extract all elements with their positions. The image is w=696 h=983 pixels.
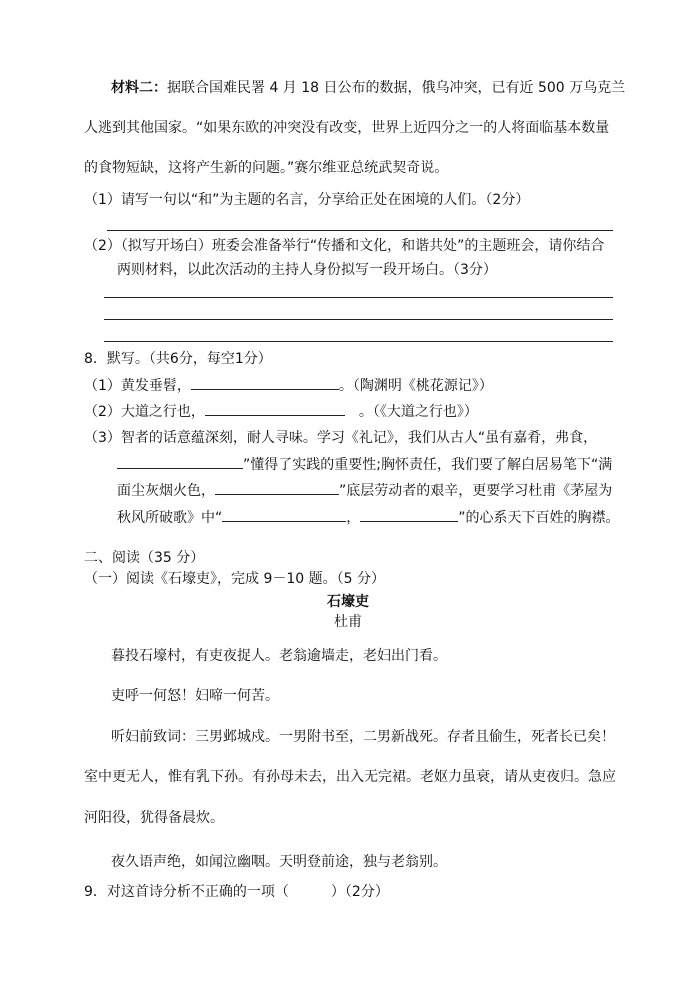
question-8-item1 (84, 375, 493, 396)
q8-item2-suffix: 。（《大道之行也》） (358, 404, 478, 420)
poem-paragraph-2: 吏呼一何怒！妇啼一何苦。 (111, 688, 279, 704)
answer-line-q2-2[interactable] (104, 319, 613, 320)
material2-paragraph-line1 (111, 78, 625, 98)
material2-text-line3: 的食物短缺，这将产生新的问题。”赛尔维亚总统武契奇说。 (84, 160, 449, 176)
question-2-line2: 两则材料，以此次活动的主持人身份拟写一段开场白。（3分） (117, 262, 497, 278)
answer-line-q1[interactable] (107, 230, 613, 231)
question-9: 9．对这首诗分析不正确的一项（ ）（2分） (84, 884, 389, 900)
poem-paragraph-3-line3: 河阳役，犹得备晨炊。 (84, 810, 224, 826)
q8-item3-text3b: ”底层劳动者的艰辛，更要学习杜甫《茅屋为 (339, 483, 613, 499)
question-8-item3-line1: （3）智者的话意蕴深刻，耐人寻味。学习《礼记》，我们从古人“虽有嘉肴，弗食， (84, 430, 598, 446)
question-8-item3-line2 (117, 454, 612, 475)
q8-item3-text3a: 面尘灰烟火色， (117, 483, 215, 499)
poem-paragraph-1: 暮投石壕村，有吏夜捉人。老翁逾墙走，老妇出门看。 (111, 648, 447, 664)
blank-q8-3[interactable] (117, 454, 243, 469)
q8-item3-text4a: 秋风所破歌》中“ (117, 510, 223, 526)
poem-title: 石壕吏 (327, 594, 369, 610)
material2-text-line1: 据联合国难民署 4 月 18 日公布的数据，俄乌冲突，已有近 500 万乌克兰 (167, 80, 626, 96)
question-8-item3-line3 (117, 480, 612, 501)
q8-item3-text2: ”懂得了实践的重要性;胸怀责任，我们要了解白居易笔下“满 (243, 457, 613, 473)
q8-item2-prefix: （2）大道之行也， (84, 404, 205, 420)
q8-item3-text4c: ”的心系天下百姓的胸襟。 (458, 510, 620, 526)
poem-paragraph-4: 夜久语声绝，如闻泣幽咽。天明登前途，独与老翁别。 (111, 854, 447, 870)
blank-q8-5[interactable] (222, 507, 346, 522)
poem-paragraph-3-line2: 室中更无人，惟有乳下孙。有孙母未去，出入无完裙。老妪力虽衰，请从吏夜归。急应 (84, 769, 616, 785)
material2-text-line2: 人逃到其他国家。“如果东欧的冲突没有改变，世界上近四分之一的人将面临基本数量 (84, 120, 610, 136)
question-8-title: 8．默写。（共6分，每空1分） (84, 351, 272, 367)
blank-q8-6[interactable] (360, 507, 458, 522)
question-1: （1）请写一句以“和”为主题的名言，分享给正处在困境的人们。（2分） (84, 192, 530, 208)
question-8-item2 (84, 401, 478, 422)
blank-q8-1[interactable] (191, 375, 339, 390)
q8-item3-text4b: ， (346, 510, 361, 526)
blank-q8-2[interactable] (205, 401, 345, 416)
answer-line-q2-3[interactable] (104, 341, 613, 342)
section-2-title: 二、阅读（35 分） (84, 550, 205, 566)
question-2-line1: （2）（拟写开场白）班委会准备举行“传播和文化，和谐共处”的主题班会，请你结合 (84, 238, 605, 254)
poem-paragraph-3-line1: 听妇前致词：三男邺城戍。一男附书至，二男新战死。存者且偷生，死者长已矣！ (111, 729, 615, 745)
q8-item1-prefix: （1）黄发垂髫， (84, 378, 191, 394)
question-8-item3-line4 (117, 507, 620, 528)
material2-label: 材料二： (111, 80, 167, 96)
section-2-subtitle: （一）阅读《石壕吏》，完成 9－10 题。（5 分） (84, 571, 385, 587)
blank-q8-4[interactable] (215, 480, 339, 495)
poem-author: 杜甫 (334, 614, 362, 630)
q8-item1-suffix: 。（陶渊明《桃花源记》） (338, 378, 493, 394)
answer-line-q2-1[interactable] (104, 297, 613, 298)
